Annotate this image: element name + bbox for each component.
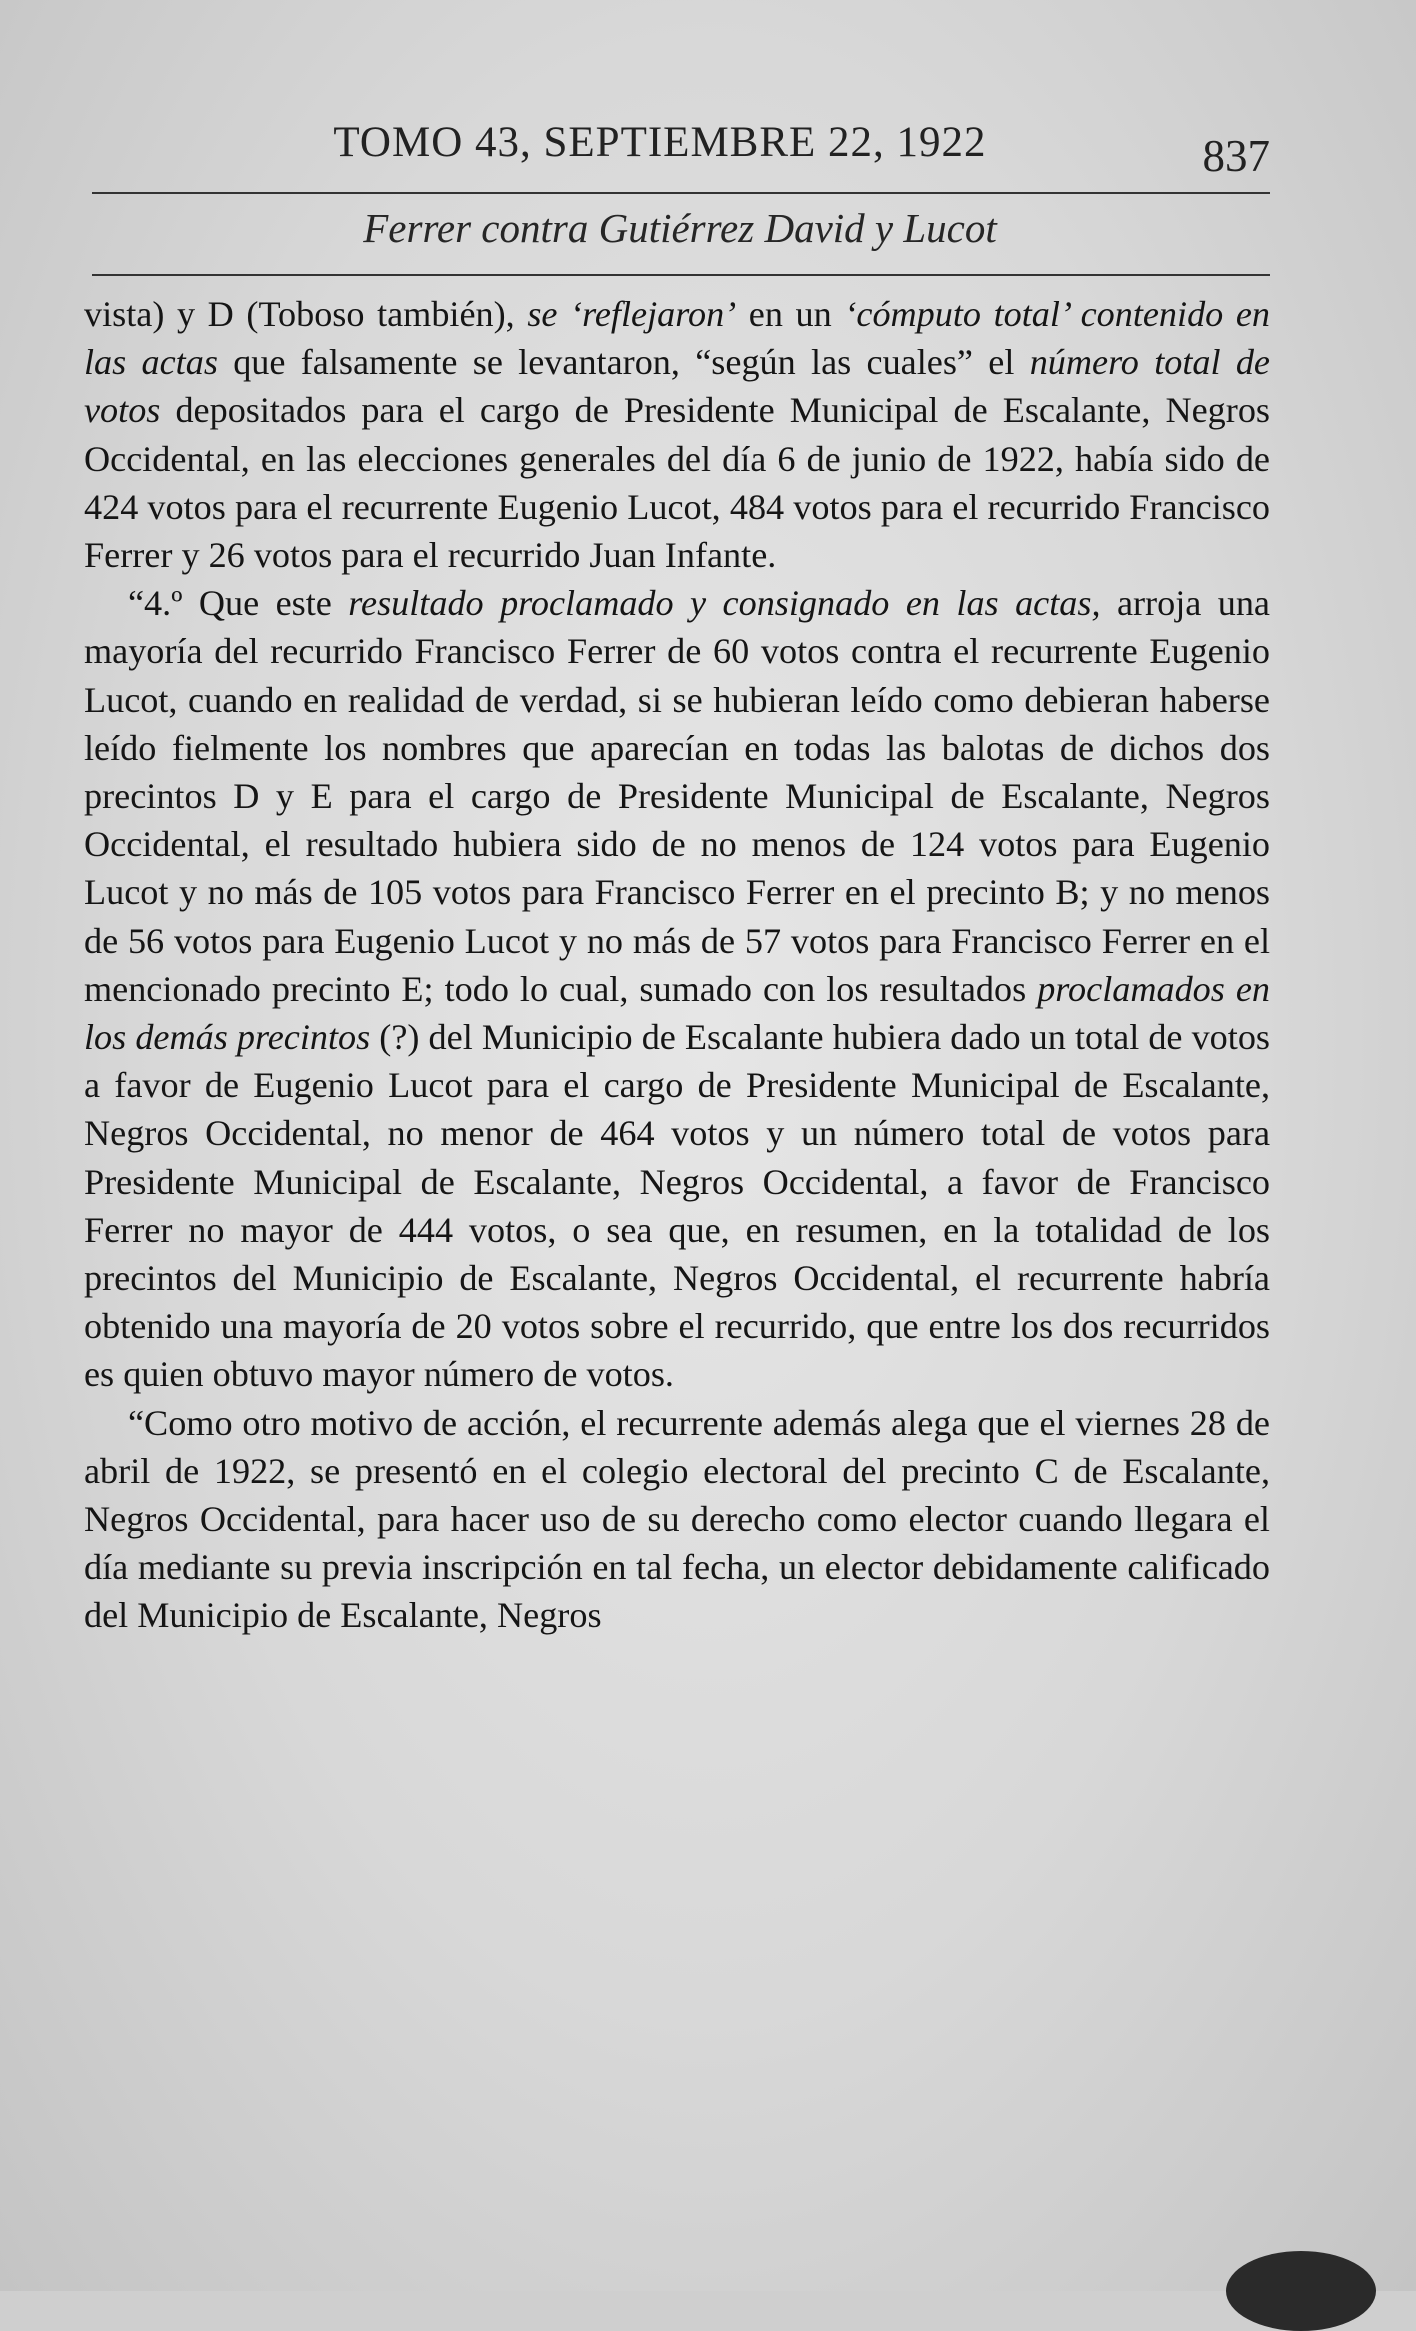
p1-text-3: que falsamente se levantaron, “según las cuales” el <box>217 342 1030 383</box>
p1-text-2: en un <box>736 294 845 334</box>
p1-text-1: vista) y D (Toboso también), <box>84 294 528 334</box>
p1-italic-2: ‘cómputo total’ contenido en las actas <box>84 294 1271 383</box>
p2-text-1: “4.º Que este <box>128 583 349 624</box>
p1-text-4: depositados para el cargo de Presidente Municipal de Escalante, Negros Occidental, en las elecciones generales del día 6 de junio de 1922, había sido de 424 votos para el recurrente Eugenio Lucot, 484 votos para el recurrido Francisco Ferrer y 26 votos para el recurrido Juan Infante. <box>84 390 1270 576</box>
p1-italic-1: se ‘reflejaron’ <box>527 294 737 334</box>
p2-italic-2: proclamados en los demás precintos <box>84 968 1270 1058</box>
paragraph-1 <box>84 290 1270 579</box>
scan-thumb-shadow <box>1226 2251 1376 2331</box>
p2-text-2: arroja una mayoría del recurrido Francisco Ferrer de 60 votos contra el recurrente Eugenio Lucot, cuando en realidad de verdad, si se hubieran leído como debieran haberse leído fielmente los nombres que aparecían en todas las balotas de dichos dos precintos D y E para el cargo de Presidente Municipal de Escalante, Negros Occidental, el resultado hubiera sido de no menos de 124 votos para Eugenio Lucot y no más de 105 votos para Francisco Ferrer en el precinto B; y no menos de 56 votos para Eugenio Lucot y no más de 57 votos para Francisco Ferrer en el mencionado precinto E; todo lo cual, sumado con los resultados <box>84 583 1270 1009</box>
case-title: Ferrer contra Gutiérrez David y Lucot <box>363 205 997 251</box>
running-head <box>90 118 1270 181</box>
body-text <box>84 290 1270 1640</box>
paragraph-2 <box>84 579 1270 1398</box>
paragraph-3: “Como otro motivo de acción, el recurrente además alega que el viernes 28 de abril de 1922, se presentó en el colegio electoral del precinto C de Escalante, Negros Occidental, para hacer uso de su derecho como elector cuando llegara el día mediante su previa inscripción en tal fecha, un elector debidamente calificado del Municipio de Escalante, Negros <box>84 1402 1270 1636</box>
p1-italic-3: número total de votos <box>84 342 1270 431</box>
running-title: TOMO 43, SEPTIEMBRE 22, 1922 <box>333 119 987 166</box>
page-number: 837 <box>1202 131 1270 181</box>
header-rule-top <box>92 192 1270 194</box>
p2-italic-1: resultado proclamado y consignado en las actas, <box>348 583 1101 624</box>
p2-text-3: (?) del Municipio de Escalante hubiera dado un total de votos a favor de Eugenio Lucot para el cargo de Presidente Municipal de Escalante, Negros Occidental, no menor de 464 votos y un número total de votos para Presidente Municipal de Escalante, Negros Occidental, a favor de Francisco Ferrer no mayor de 444 votos, o sea que, en resumen, en la totalidad de los precintos del Municipio de Escalante, Negros Occidental, el recurrente habría obtenido una mayoría de 20 votos sobre el recurrido, que entre los dos recurridos es quien obtuvo mayor número de votos. <box>84 1017 1270 1395</box>
header-rule-bottom <box>92 274 1270 276</box>
